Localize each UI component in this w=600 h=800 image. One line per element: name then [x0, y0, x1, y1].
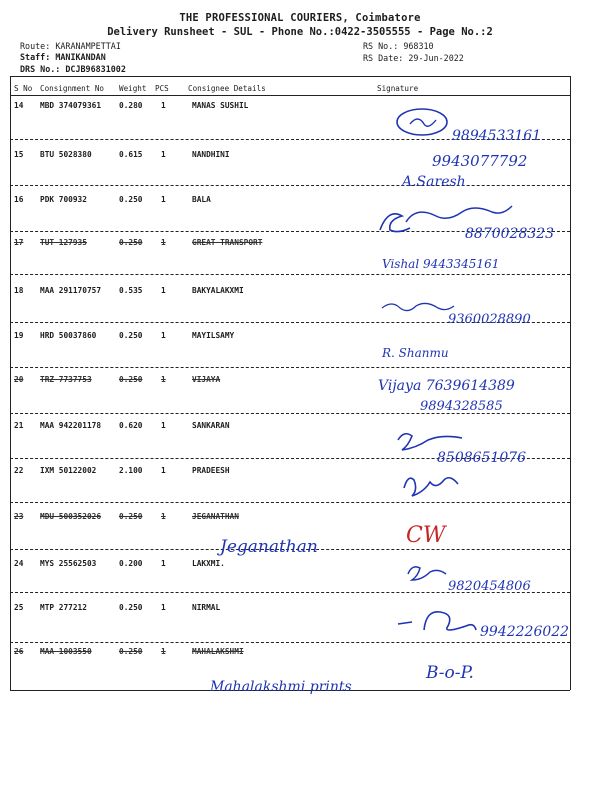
row-weight: 0.250: [119, 331, 143, 340]
row-weight: 0.250: [119, 238, 143, 247]
col-sno: S No: [14, 84, 33, 93]
row-pcs: 1: [161, 101, 166, 110]
handwritten-signature: Jeganathan: [220, 537, 318, 557]
signature-scribble: [406, 206, 512, 222]
row-consignee: NIRMAL: [192, 603, 221, 612]
row-consignment: MAA 942201178: [40, 421, 102, 430]
row-pcs: 1: [161, 195, 166, 204]
staff-value: MANIKANDAN: [55, 52, 106, 62]
row-consignment: TUT 127935: [40, 238, 87, 247]
row-sno: 16: [14, 195, 24, 204]
row-pcs: 1: [161, 603, 166, 612]
row-sno: 17: [14, 238, 24, 247]
row-consignment: MAA 1003550: [40, 647, 92, 656]
row-consignment: IXM 50122002: [40, 466, 97, 475]
row-consignee: MANAS SUSHIL: [192, 101, 249, 110]
row-pcs: 1: [161, 238, 166, 247]
col-signature: Signature: [377, 84, 419, 93]
handwritten-signature: B-o-P.: [426, 663, 474, 683]
row-consignment: BTU 5028380: [40, 150, 92, 159]
signature-scribble: [404, 478, 458, 496]
row-sno: 24: [14, 559, 24, 568]
row-weight: 0.200: [119, 559, 143, 568]
row-consignee: MAYILSAMY: [192, 331, 235, 340]
row-sno: 23: [14, 512, 24, 521]
row-pcs: 1: [161, 286, 166, 295]
row-weight: 2.100: [119, 466, 143, 475]
signature-scribble: [398, 434, 462, 450]
row-consignee: LAKXMI.: [192, 559, 225, 568]
row-weight: 0.615: [119, 150, 143, 159]
row-sno: 21: [14, 421, 24, 430]
row-consignee: VIJAYA: [192, 375, 221, 384]
drs-label: DRS No.:: [20, 64, 61, 74]
row-consignee: SANKARAN: [192, 421, 230, 430]
row-pcs: 1: [161, 150, 166, 159]
route-value: KARANAMPETTAI: [55, 41, 121, 51]
rs-no-label: RS No.:: [363, 41, 399, 51]
row-weight: 0.250: [119, 647, 143, 656]
signature-scribble: [424, 612, 476, 630]
row-consignee: MAHALAKSHMI: [192, 647, 244, 656]
row-pcs: 1: [161, 647, 166, 656]
row-pcs: 1: [161, 559, 166, 568]
row-consignment: MTP 277212: [40, 603, 87, 612]
row-sno: 18: [14, 286, 24, 295]
row-sno: 20: [14, 375, 24, 384]
rs-no-value: 968310: [403, 41, 434, 51]
signature-scribble: [410, 119, 436, 126]
signature-scribble: [408, 567, 446, 580]
row-consignment: MYS 25562503: [40, 559, 97, 568]
row-consignee: BALA: [192, 195, 211, 204]
handwritten-signature: R. Shanmu: [382, 346, 449, 360]
row-sno: 14: [14, 101, 24, 110]
col-consignee: Consignee Details: [188, 84, 266, 93]
row-consignment: MBD 374079361: [40, 101, 102, 110]
handwritten-phone: 9943077792: [432, 152, 528, 170]
row-weight: 0.535: [119, 286, 143, 295]
col-weight: Weight: [119, 84, 147, 93]
row-weight: 0.250: [119, 512, 143, 521]
row-sno: 15: [14, 150, 24, 159]
row-consignee: GREAT TRANSPORT: [192, 238, 263, 247]
row-consignee: JEGANATHAN: [192, 512, 239, 521]
handwritten-signature: Mahalakshmi prints: [210, 679, 352, 695]
document-title: THE PROFESSIONAL COURIERS, Coimbatore: [179, 12, 421, 24]
row-consignee: NANDHINI: [192, 150, 230, 159]
rs-date-label: RS Date:: [363, 53, 404, 63]
signature-scribble: [382, 303, 454, 310]
rs-date-value: 29-Jun-2022: [408, 53, 464, 63]
drs-value: DCJB96831002: [65, 64, 126, 74]
handwritten-phone: 9820454806: [448, 579, 531, 594]
row-consignment: TRZ 7737753: [40, 375, 92, 384]
row-weight: 0.250: [119, 375, 143, 384]
row-weight: 0.250: [119, 195, 143, 204]
handwritten-phone: 9942226022: [480, 624, 570, 640]
route-label: Route:: [20, 41, 51, 51]
row-consignee: PRADEESH: [192, 466, 230, 475]
row-consignment: MDU 500352026: [40, 512, 102, 521]
col-pcs: PCS: [155, 84, 169, 93]
row-consignment: HRD 50037860: [40, 331, 97, 340]
staff-label: Staff:: [20, 52, 51, 62]
row-weight: 0.620: [119, 421, 143, 430]
row-consignment: PDK 700932: [40, 195, 87, 204]
row-consignment: MAA 291170757: [40, 286, 102, 295]
document-subtitle: Delivery Runsheet - SUL - Phone No.:0422-3505555 - Page No.:2: [107, 26, 493, 38]
handwritten-phone: 9360028890: [448, 312, 531, 327]
handwritten-mark: CW: [406, 523, 446, 548]
handwritten-phone: 9894533161: [452, 128, 542, 144]
row-pcs: 1: [161, 331, 166, 340]
handwritten-signature: Vishal 9443345161: [382, 257, 500, 271]
row-sno: 25: [14, 603, 24, 612]
row-sno: 22: [14, 466, 24, 475]
handwritten-phone: 8508651076: [437, 450, 527, 466]
row-weight: 0.250: [119, 603, 143, 612]
row-pcs: 1: [161, 421, 166, 430]
row-consignee: BAKYALAKXMI: [192, 286, 244, 295]
handwritten-signature: Vijaya 7639614389: [378, 378, 515, 394]
row-sno: 26: [14, 647, 24, 656]
row-weight: 0.280: [119, 101, 143, 110]
row-sno: 19: [14, 331, 24, 340]
signature-scribble: [380, 214, 410, 232]
col-consignment: Consignment No: [40, 84, 105, 93]
signature-scribble: [398, 622, 412, 624]
row-pcs: 1: [161, 512, 166, 521]
handwritten-signature: A.Saresh: [402, 174, 466, 190]
row-pcs: 1: [161, 375, 166, 384]
handwritten-phone: 9894328585: [420, 399, 503, 414]
handwritten-phone: 8870028323: [465, 226, 555, 242]
row-pcs: 1: [161, 466, 166, 475]
